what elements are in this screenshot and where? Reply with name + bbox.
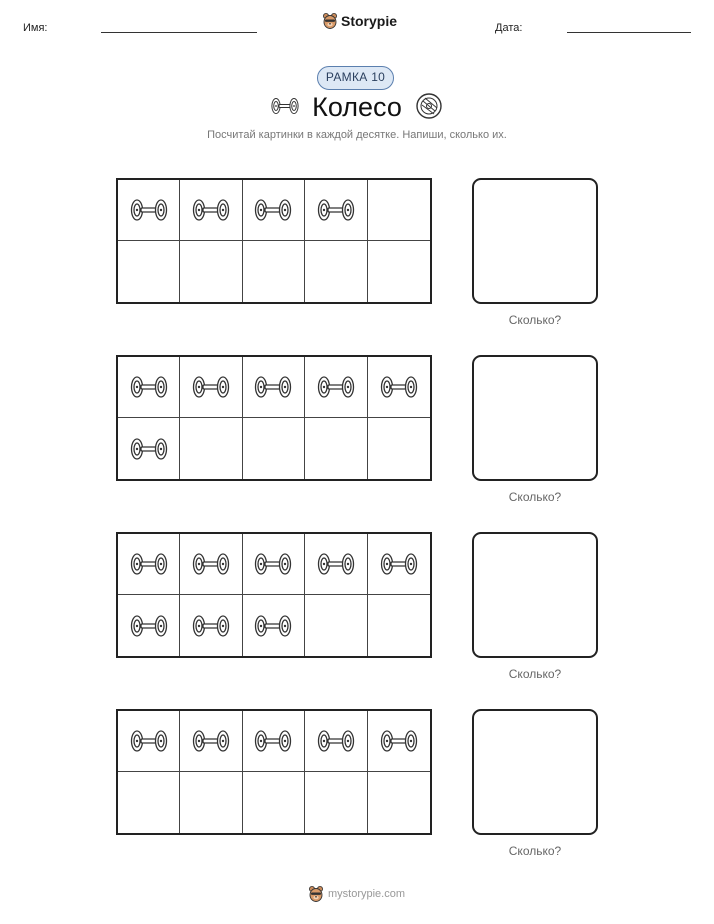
frame-cell [243,357,305,418]
frame-cell [368,534,430,595]
frame-cell [180,711,242,772]
wheel-axle-icon [129,613,169,639]
frame-cell [305,711,367,772]
frame-cell [305,595,367,656]
wheel-axle-icon [191,374,231,400]
frame-cell [180,418,242,479]
answer-box-3[interactable] [472,532,598,658]
frame-cell [118,534,180,595]
wheel-axle-icon [379,374,419,400]
answer-label-2: Сколько? [508,490,562,504]
frame-cell [118,711,180,772]
wheel-axle-icon [253,551,293,577]
frame-cell [368,711,430,772]
wheel-axle-icon [253,613,293,639]
frame-badge: РАМКА 10 [317,66,394,90]
answer-label-4: Сколько? [508,844,562,858]
name-line[interactable] [101,32,257,33]
wheel-axle-icon [253,728,293,754]
bear-logo-icon [322,12,338,30]
frame-cell [368,772,430,833]
frame-cell [243,241,305,302]
wheel-axle-icon [191,728,231,754]
frame-cell [243,711,305,772]
frame-cell [180,595,242,656]
date-label: Дата: [495,22,523,34]
frame-cell [305,534,367,595]
name-label: Имя: [23,22,48,34]
page-title: Колесо [312,92,402,122]
frame-cell [243,418,305,479]
frame-cell [368,595,430,656]
answer-box-1[interactable] [472,178,598,304]
wheel-axle-icon [129,436,169,462]
frame-cell [180,180,242,241]
wheel-axle-icon [191,613,231,639]
wheel-axle-icon [379,551,419,577]
frame-cell [305,418,367,479]
footer-url: mystorypie.com [328,888,406,900]
wheel-icon [415,92,443,120]
wheel-axle-icon [191,551,231,577]
wheel-axle-icon [129,197,169,223]
wheel-axle-icon [379,728,419,754]
wheel-axle-icon [191,197,231,223]
frame-cell [243,772,305,833]
wheel-axle-icon [129,374,169,400]
frame-cell [118,180,180,241]
frame-cell [118,772,180,833]
instruction-text: Посчитай картинки в каждой десятке. Напиши, сколько их. [207,129,507,141]
wheel-axle-icon [129,728,169,754]
wheel-axle-icon [253,374,293,400]
wheel-axle-icon [316,197,356,223]
frame-cell [118,418,180,479]
ten-frame-2 [116,355,432,481]
brand-name: Storypie [341,13,398,29]
bear-logo-icon [308,885,324,903]
frame-cell [305,180,367,241]
wheel-axle-icon [316,551,356,577]
ten-frame-4 [116,709,432,835]
wheel-axle-icon [253,197,293,223]
frame-cell [243,534,305,595]
answer-label-3: Сколько? [508,667,562,681]
date-line[interactable] [567,32,691,33]
frame-cell [118,241,180,302]
brand-logo [322,12,397,30]
answer-label-1: Сколько? [508,313,562,327]
frame-cell [180,772,242,833]
frame-cell [243,180,305,241]
answer-box-2[interactable] [472,355,598,481]
frame-cell [180,534,242,595]
ten-frame-1 [116,178,432,304]
wheel-axle-icon [316,728,356,754]
frame-cell [180,357,242,418]
frame-cell [118,595,180,656]
frame-cell [368,418,430,479]
wheel-axle-icon [316,374,356,400]
frame-cell [368,357,430,418]
frame-cell [368,241,430,302]
wheel-axle-icon [129,551,169,577]
answer-box-4[interactable] [472,709,598,835]
frame-cell [368,180,430,241]
frame-cell [118,357,180,418]
frame-cell [305,772,367,833]
frame-cell [243,595,305,656]
frame-cell [305,241,367,302]
ten-frame-3 [116,532,432,658]
wheel-axle-icon [270,96,300,116]
frame-cell [305,357,367,418]
footer [308,885,405,903]
frame-cell [180,241,242,302]
